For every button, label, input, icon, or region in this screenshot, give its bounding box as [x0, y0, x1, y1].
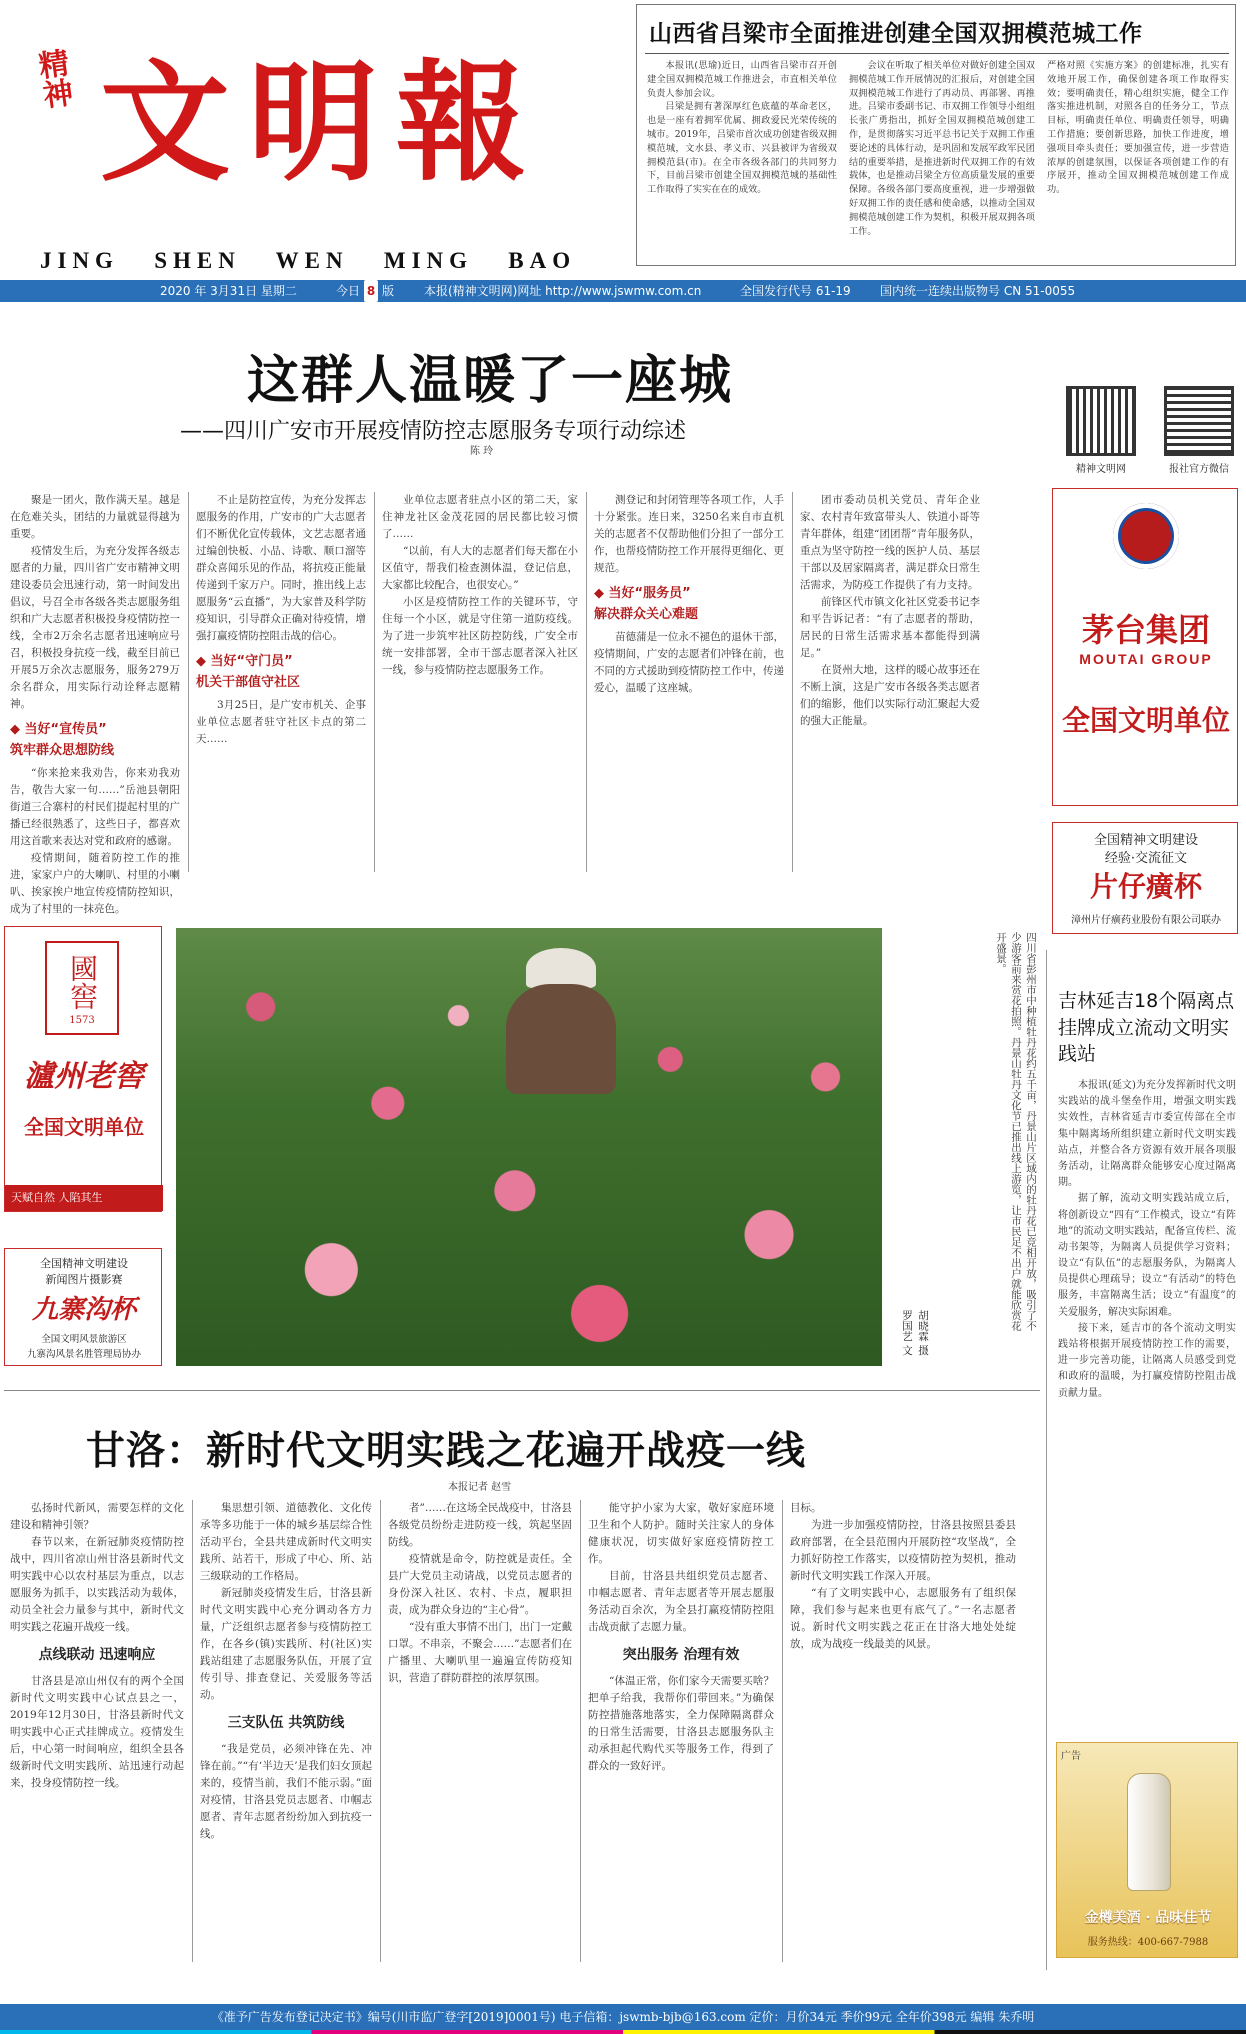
story2-col3-p1: 者”……在这场全民战疫中，甘洛县各级党员纷纷走进防疫一线，筑起坚固防线。 — [388, 1502, 572, 1548]
qr-label-wechat: 报社官方微信 — [1169, 464, 1229, 475]
story2-col-1 — [10, 1500, 184, 1962]
guojiao-tag: 天赋自然 人陷其生 — [5, 1185, 163, 1211]
main-col1-p4: 疫情期间，随着防控工作的推进，家家户户的大喇叭、村里的小喇叭、挨家挨户地宣传疫情防控知识，成为了村里的一抹亮色。 — [10, 852, 180, 916]
page-count-unit: 版 — [382, 284, 395, 298]
story2-col1-p3: 甘洛县是凉山州仅有的两个全国新时代文明实践中心试点县之一，2019年12月30日，甘洛县新时代文明实践中心正式挂牌成立。疫情发生后，中心第一时间响应，组织全县各级新时代文明实践所、站迅速行动起来，投身疫情防控一线。 — [10, 1674, 184, 1789]
moutai-name: 茅台集团 — [1081, 611, 1210, 649]
guojiao-year: 1573 — [69, 1015, 95, 1026]
main-col2-p1: 不止是防控宣传，为充分发挥志愿服务的作用，广安市的广大志愿者们不断优化宣传载体，文艺志愿者通过编创快板、小品、诗歌、顺口溜等群众喜闻乐见的作品，将抗疫正能量传递到千家万户。同时，推出线上志愿服务“云直播”，为大家普及科学防疫知识，引导群众正确对待疫情，增强打赢疫情防控阻击战的信心。 — [196, 494, 366, 642]
peony-photo — [176, 928, 882, 1366]
pzh-company: 漳州片仔癀药业股份有限公司联办 — [1071, 915, 1221, 926]
story2-headline: 甘洛：新时代文明实践之花遍开战疫一线 — [86, 1429, 807, 1474]
main-col2-p2: 3月25日，是广安市机关、企事业单位志愿者驻守社区卡点的第二天…… — [196, 699, 366, 746]
main-author: 陈 玲 — [470, 446, 494, 457]
bottle-icon — [1127, 1773, 1171, 1891]
issue-date: 2020 年 3月31日 星期二 — [160, 284, 297, 298]
main-headline: 这群人温暖了一座城 — [246, 351, 733, 411]
page-count-num: 8 — [364, 280, 378, 302]
story2-col1-subhead: 点线联动 迅速响应 — [38, 1647, 156, 1663]
top-story-col2: 会议在听取了相关单位对做好创建全国双拥模范城工作开展情况的汇报后，对创建全国双拥模范城工作进行了再动员、再部署、再推进。吕梁市委副书记、市双拥工作领导小组组长张广勇指出，抓好全国双拥模范城创建工作，是贯彻落实习近平总书记关于双拥工作重要论述的具体行动，是巩固和发展军政军民团结的重要举措，是推进新时代双拥工作的有效载体，也是推动吕梁全方位高质量发展的重要保障。各级各部门要高度重视，进一步增强做好双拥工作的责任感和使命感，以推动全国双拥模范城创建工作为契机，积极开展双拥各项工作。 — [849, 60, 1035, 237]
top-story — [636, 4, 1236, 266]
story2-author: 本报记者 赵雪 — [448, 1482, 512, 1493]
divider — [380, 1500, 381, 1962]
main-col3-p2: “以前，有人大的志愿者们每天都在小区值守，帮我们检查测体温，登记信息，大家都比较配合，也很安心。” — [382, 545, 578, 591]
main-col5-p2: 前锋区代市镇文化社区党委书记李和平告诉记者：“有了志愿者的帮助，居民的日常生活需求基本都能得到满足。” — [800, 596, 980, 659]
pzh-brand: 片仔癀杯 — [1089, 870, 1202, 903]
story2-col-2 — [200, 1500, 372, 1962]
pzh-line2: 经验·交流征文 — [1104, 851, 1188, 866]
story2-col-4 — [588, 1500, 774, 1962]
main-col-4 — [594, 492, 784, 872]
main-col-2 — [196, 492, 366, 872]
story2-col2-p1: 集思想引领、道德教化、文化传承等多功能于一体的城乡基层综合性活动平台，全县共建成新时代文明实践所、站若干，形成了中心、所、站三级联动的工作格局。 — [200, 1502, 372, 1582]
story2-col3-p3: “没有重大事情不出门，出门一定戴口罩。不串亲，不聚会……”志愿者们在广播里、大喇叭里一遍遍宣传防疫知识，营造了群防群控的浓厚氛围。 — [388, 1621, 572, 1684]
sidebar-p1: 本报讯(延文)为充分发挥新时代文明实践站的战斗堡垒作用，增强文明实践实效性，吉林省延吉市委宣传部在全市集中隔离场所组织建立新时代文明实践站点，并整合各方资源有效开展各项服务活动，让隔离群众能够安心度过隔离期。 — [1058, 1080, 1236, 1189]
main-col4-subhead: ◆ 当好“服务员” 解决群众关心难题 — [594, 586, 699, 623]
story2-col5-p3: “有了文明实践中心，志愿服务有了组织保障，我们参与起来也更有底气了。”一名志愿者说。新时代文明实践之花正在甘洛大地处处绽放，成为战疫一线最美的风景。 — [790, 1587, 1016, 1650]
sidebar-p3: 接下来，延吉市的各个流动文明实践站将根据开展疫情防控工作的需要，进一步完善功能，让隔离人员感受到党和政府的温暖，为打赢疫情防控阻击战贡献力量。 — [1058, 1322, 1236, 1399]
jzg-line2: 新闻图片摄影赛 — [45, 1273, 123, 1286]
top-story-p2: 吕梁是拥有著深厚红色底蕴的革命老区，也是一座有着拥军优属、拥政爱民光荣传统的城市。2019年，吕梁市首次成功创建省级双拥模范城，文水县、孝义市、兴县被评为省级双拥模范县(市)。在全市各级各部门的共同努力下，目前吕梁市创建全国双拥模范城的基础性工作取得了实实在在的成效。 — [647, 101, 837, 196]
jzg-brand: 九寨沟杯 — [31, 1295, 136, 1325]
story2-col4-p3: “体温正常，你们家今天需要买啥？把单子给我，我帮你们带回来。”为确保防控措施落地落实，全力保障隔离群众的日常生活需要，甘洛县志愿服务队主动承担起代购代买等服务工作，得到了群众的一致好评。 — [588, 1674, 774, 1772]
guojiao-seal — [45, 941, 119, 1035]
story2-col4-p2: 目前，甘洛县共组织党员志愿者、巾帼志愿者、青年志愿者等开展志愿服务活动百余次，为全县打赢疫情防控阻击战贡献了志愿力量。 — [588, 1570, 774, 1633]
section-divider — [4, 1390, 1040, 1391]
website: 本报(精神文明网)网址 http://www.jswmw.com.cn — [424, 284, 702, 298]
ad-pianzaihuang[interactable] — [1052, 822, 1238, 934]
main-subheadline: ——四川广安市开展疫情防控志愿服务专项行动综述 — [180, 419, 687, 444]
masthead-brand-small: 精神 — [30, 46, 74, 111]
divider — [782, 1500, 783, 1962]
divider — [792, 492, 793, 872]
photo-caption: 四川省彭州市中种植牡丹花约五千亩，丹景山片区域内的牡丹花已竞相开放，吸引了不少游客前来赏花拍照。丹景山牡丹文化节已推出线上游览，让市民足不出户就能欣赏花开盛景。 — [995, 932, 1037, 1331]
main-col3-p3: 小区是疫情防控工作的关键环节，守住每一个小区，就是守住第一道防疫线。为了进一步筑牢社区防控防线，广安全市统一安排部署，全市干部志愿者深入社区一线，参与疫情防控志愿服务工作。 — [382, 596, 578, 676]
sidebar-body — [1058, 1078, 1236, 1718]
story2-col5-p1: 目标。 — [790, 1502, 822, 1514]
main-col-1 — [10, 492, 180, 916]
top-story-rule — [645, 53, 1229, 54]
distribution-code: 全国发行代号 61-19 — [740, 284, 851, 298]
masthead-title: 文明報 — [100, 46, 545, 199]
color-registration-marks — [0, 2030, 1246, 2034]
main-col1-p1: 聚是一团火，散作满天星。越是在危难关头，团结的力量就显得越为重要。 — [10, 494, 180, 540]
guojiao-name: 瀘州老窖 — [24, 1059, 144, 1094]
qr-label-website: 精神文明网 — [1076, 464, 1126, 475]
right-column-divider — [1046, 950, 1047, 1970]
main-col-5 — [800, 492, 980, 872]
story2-col1-p2: 春节以来，在新冠肺炎疫情防控战中，四川省凉山州甘洛县新时代文明实践中心以农村基层为重点，以志愿服务为抓手，以实践活动为载体，动员全社会力量参与其中，新时代文明实践之花遍开战疫一线。 — [10, 1536, 184, 1633]
divider — [192, 1500, 193, 1962]
story2-col2-p3: “我是党员，必须冲锋在先、冲锋在前。”“有‘半边天’是我们妇女顶起来的，疫情当前，我们不能示弱。”面对疫情，甘洛县党员志愿者、巾帼志愿者、青年志愿者纷纷加入到抗疫一线。 — [200, 1742, 372, 1840]
divider — [188, 492, 189, 872]
top-story-col3: 严格对照《实施方案》的创建标准，扎实有效地开展工作，确保创建各项工作取得实效；要明确责任，精心组织实施，健全工作落实推进机制，对照各自的任务分工，节点目标，明确责任单位、明确责任领导，明确工作措施；要创新思路，加快工作进度，增强项目牵头责任；要加强宣传，进一步营造浓厚的创建氛围，以保证各项创建工作的有序展开，推动全国双拥模范城创建工作成功。 — [1047, 60, 1229, 196]
divider — [374, 492, 375, 872]
photographer-body — [506, 984, 616, 1094]
baijiu-slogan: 金樽美酒 · 品味佳节 — [1084, 1910, 1212, 1926]
main-col5-p1: 团市委动员机关党员、青年企业家、农村青年致富带头人、铁道小哥等青年群体，组建“团团帮”青年服务队，重点为坚守防控一线的医护人员、基层干部以及居家隔离者，满足群众日常生活需求，为防疫工作提供了有力支持。 — [800, 494, 980, 591]
moutai-slogan: 全国文明单位 — [1061, 704, 1230, 737]
page-count — [336, 280, 394, 302]
sidebar-headline: 吉林延吉18个隔离点挂牌成立流动文明实践站 — [1058, 990, 1235, 1066]
top-story-p1: 本报讯(思瑜)近日，山西省吕梁市召开创建全国双拥模范城工作推进会，市直相关单位负责人参加会议。 — [647, 60, 837, 99]
page-count-label: 今日 — [336, 284, 361, 298]
main-col2-subhead: ◆ 当好“守门员” 机关干部值守社区 — [196, 654, 301, 691]
story2-col1-p1: 弘扬时代新风，需要怎样的文化建设和精神引领？ — [10, 1502, 184, 1531]
moutai-name-en: MOUTAI GROUP — [1079, 651, 1213, 667]
story2-col3-p2: 疫情就是命令，防控就是责任。全县广大党员主动请战，以党员志愿者的身份深入社区、农村、卡点，履职担责，成为群众身边的“主心骨”。 — [388, 1553, 572, 1616]
story2-col2-p2: 新冠肺炎疫情发生后，甘洛县新时代文明实践中心充分调动各方力量，广泛组织志愿者参与疫情防控工作，在各乡(镇)实践所、村(社区)实践站组建了志愿服务队伍，开展了宣传引导、排查登记、关爱服务等活动。 — [200, 1587, 372, 1701]
main-col1-p2: 疫情发生后，为充分发挥各级志愿者的力量，四川省广安市精神文明建设委员会迅速行动，第一时间发出倡议，号召全市各级各类志愿服务组织和广大志愿者积极投身疫情防控一线，全市2万余名志愿者迅速响应号召，积极投身抗疫一线，截至目前已开展5万余次志愿服务，服务279万余名群众，用实际行动诠释志愿精神。 — [10, 545, 180, 710]
main-col4-p2: 苗德蒲是一位永不褪色的退休干部，疫情期间，广安的志愿者们冲锋在前，也不同的方式援助到疫情防控工作中，传递爱心，温暖了这座城。 — [594, 631, 784, 695]
ad-moutai[interactable] — [1052, 488, 1238, 806]
moutai-logo-icon — [1113, 503, 1179, 569]
jzg-line1: 全国精神文明建设 — [40, 1257, 128, 1270]
jzg-line3: 全国文明风景旅游区 — [41, 1334, 127, 1345]
footer-text: 《准予广告发布登记决定书》编号(川市监广登字[2019]0001号) 电子信箱：jswmb-bjb@163.com 定价：月价34元 季价99元 全年价398元 编辑 朱乔明 — [211, 2010, 1035, 2024]
baijiu-phone: 服务热线：400-667-7988 — [1087, 1937, 1209, 1948]
top-story-headline: 山西省吕梁市全面推进创建全国双拥模范城工作 — [649, 21, 1143, 47]
ad-guojiao[interactable] — [4, 926, 162, 1212]
cn-number: 国内统一连续出版物号 CN 51-0055 — [880, 284, 1076, 298]
photo-credit-2: 罗国艺 文 — [901, 1310, 913, 1356]
main-col5-p3: 在贤州大地，这样的暖心故事还在不断上演，这是广安市各级各类志愿者们的缩影，他们以实际行动汇聚起大爱的强大正能量。 — [800, 664, 980, 727]
ad-baijiu[interactable] — [1056, 1742, 1238, 1958]
pzh-line1: 全国精神文明建设 — [1093, 833, 1198, 848]
ad-tag: 广告 — [1061, 1751, 1081, 1762]
qr-code-wechat[interactable] — [1164, 386, 1234, 456]
divider — [580, 1500, 581, 1962]
photo-credit: 胡晓霖 摄 — [917, 1310, 929, 1356]
guojiao-slogan: 全国文明单位 — [24, 1115, 144, 1139]
story2-col2-subhead: 三支队伍 共筑防线 — [227, 1715, 345, 1731]
ad-jiuzhaigou[interactable] — [4, 1248, 162, 1366]
date-bar — [0, 280, 1246, 302]
story2-col4-subhead: 突出服务 治理有效 — [622, 1647, 740, 1663]
main-col3-p1: 业单位志愿者驻点小区的第二天，家住神龙社区金茂花园的居民都比较习惯了…… — [382, 494, 578, 540]
guojiao-seal-text: 國窖 — [66, 954, 99, 1010]
main-col-3 — [382, 492, 578, 872]
sidebar-p2: 据了解，流动文明实践站成立后，将创新设立“四有”工作模式，设立“有阵地”的流动文明实践站，配备宣传栏、流动书架等，为隔离人员提供学习资料；设立“有队伍”的志愿服务队，为隔离人员提供心理疏导；设立“有活动”的特色服务，丰富隔离生活；设立“有温度”的关爱服务，解决实际困难。 — [1058, 1193, 1236, 1318]
main-col1-subhead: ◆ 当好“宣传员” 筑牢群众思想防线 — [10, 722, 115, 759]
footer-bar — [0, 2004, 1246, 2030]
jzg-line4: 九寨沟风景名胜管理局协办 — [26, 1349, 141, 1360]
story2-col5-p2: 为进一步加强疫情防控，甘洛县按照县委县政府部署，在全县范围内开展防控“攻坚战”，全力抓好防控工作落实，以疫情防控为契机，推动新时代文明实践工作深入开展。 — [790, 1519, 1016, 1582]
main-col1-p3: “你来抢来我劝告，你来劝我劝告，敬告大家一句……”岳池县朝阳街道三合寨村的村民们提起村里的广播已经很熟悉了，这些日子，都喜欢用这首歌来表达对党和政府的感谢。 — [10, 767, 180, 848]
qr-code-website[interactable] — [1066, 386, 1136, 456]
masthead-pinyin: JING SHEN WEN MING BAO — [40, 248, 577, 273]
story2-col4-p1: 能守护小家为大家，敬好家庭环境卫生和个人防护。随时关注家人的身体健康状况，切实做好家庭疫情防控工作。 — [588, 1502, 774, 1565]
main-col4-p1: 测登记和封闭管理等各项工作，人手十分紧张。连日来，3250名来自市直机关的志愿者不仅帮助他们分担了一部分工作，也帮疫情防控工作开展得更细化、更规范。 — [594, 494, 784, 574]
divider — [586, 492, 587, 872]
story2-col-3 — [388, 1500, 572, 1962]
top-story-col1 — [647, 59, 837, 197]
photographer-figure — [526, 948, 596, 988]
story2-col-5 — [790, 1500, 1016, 1962]
